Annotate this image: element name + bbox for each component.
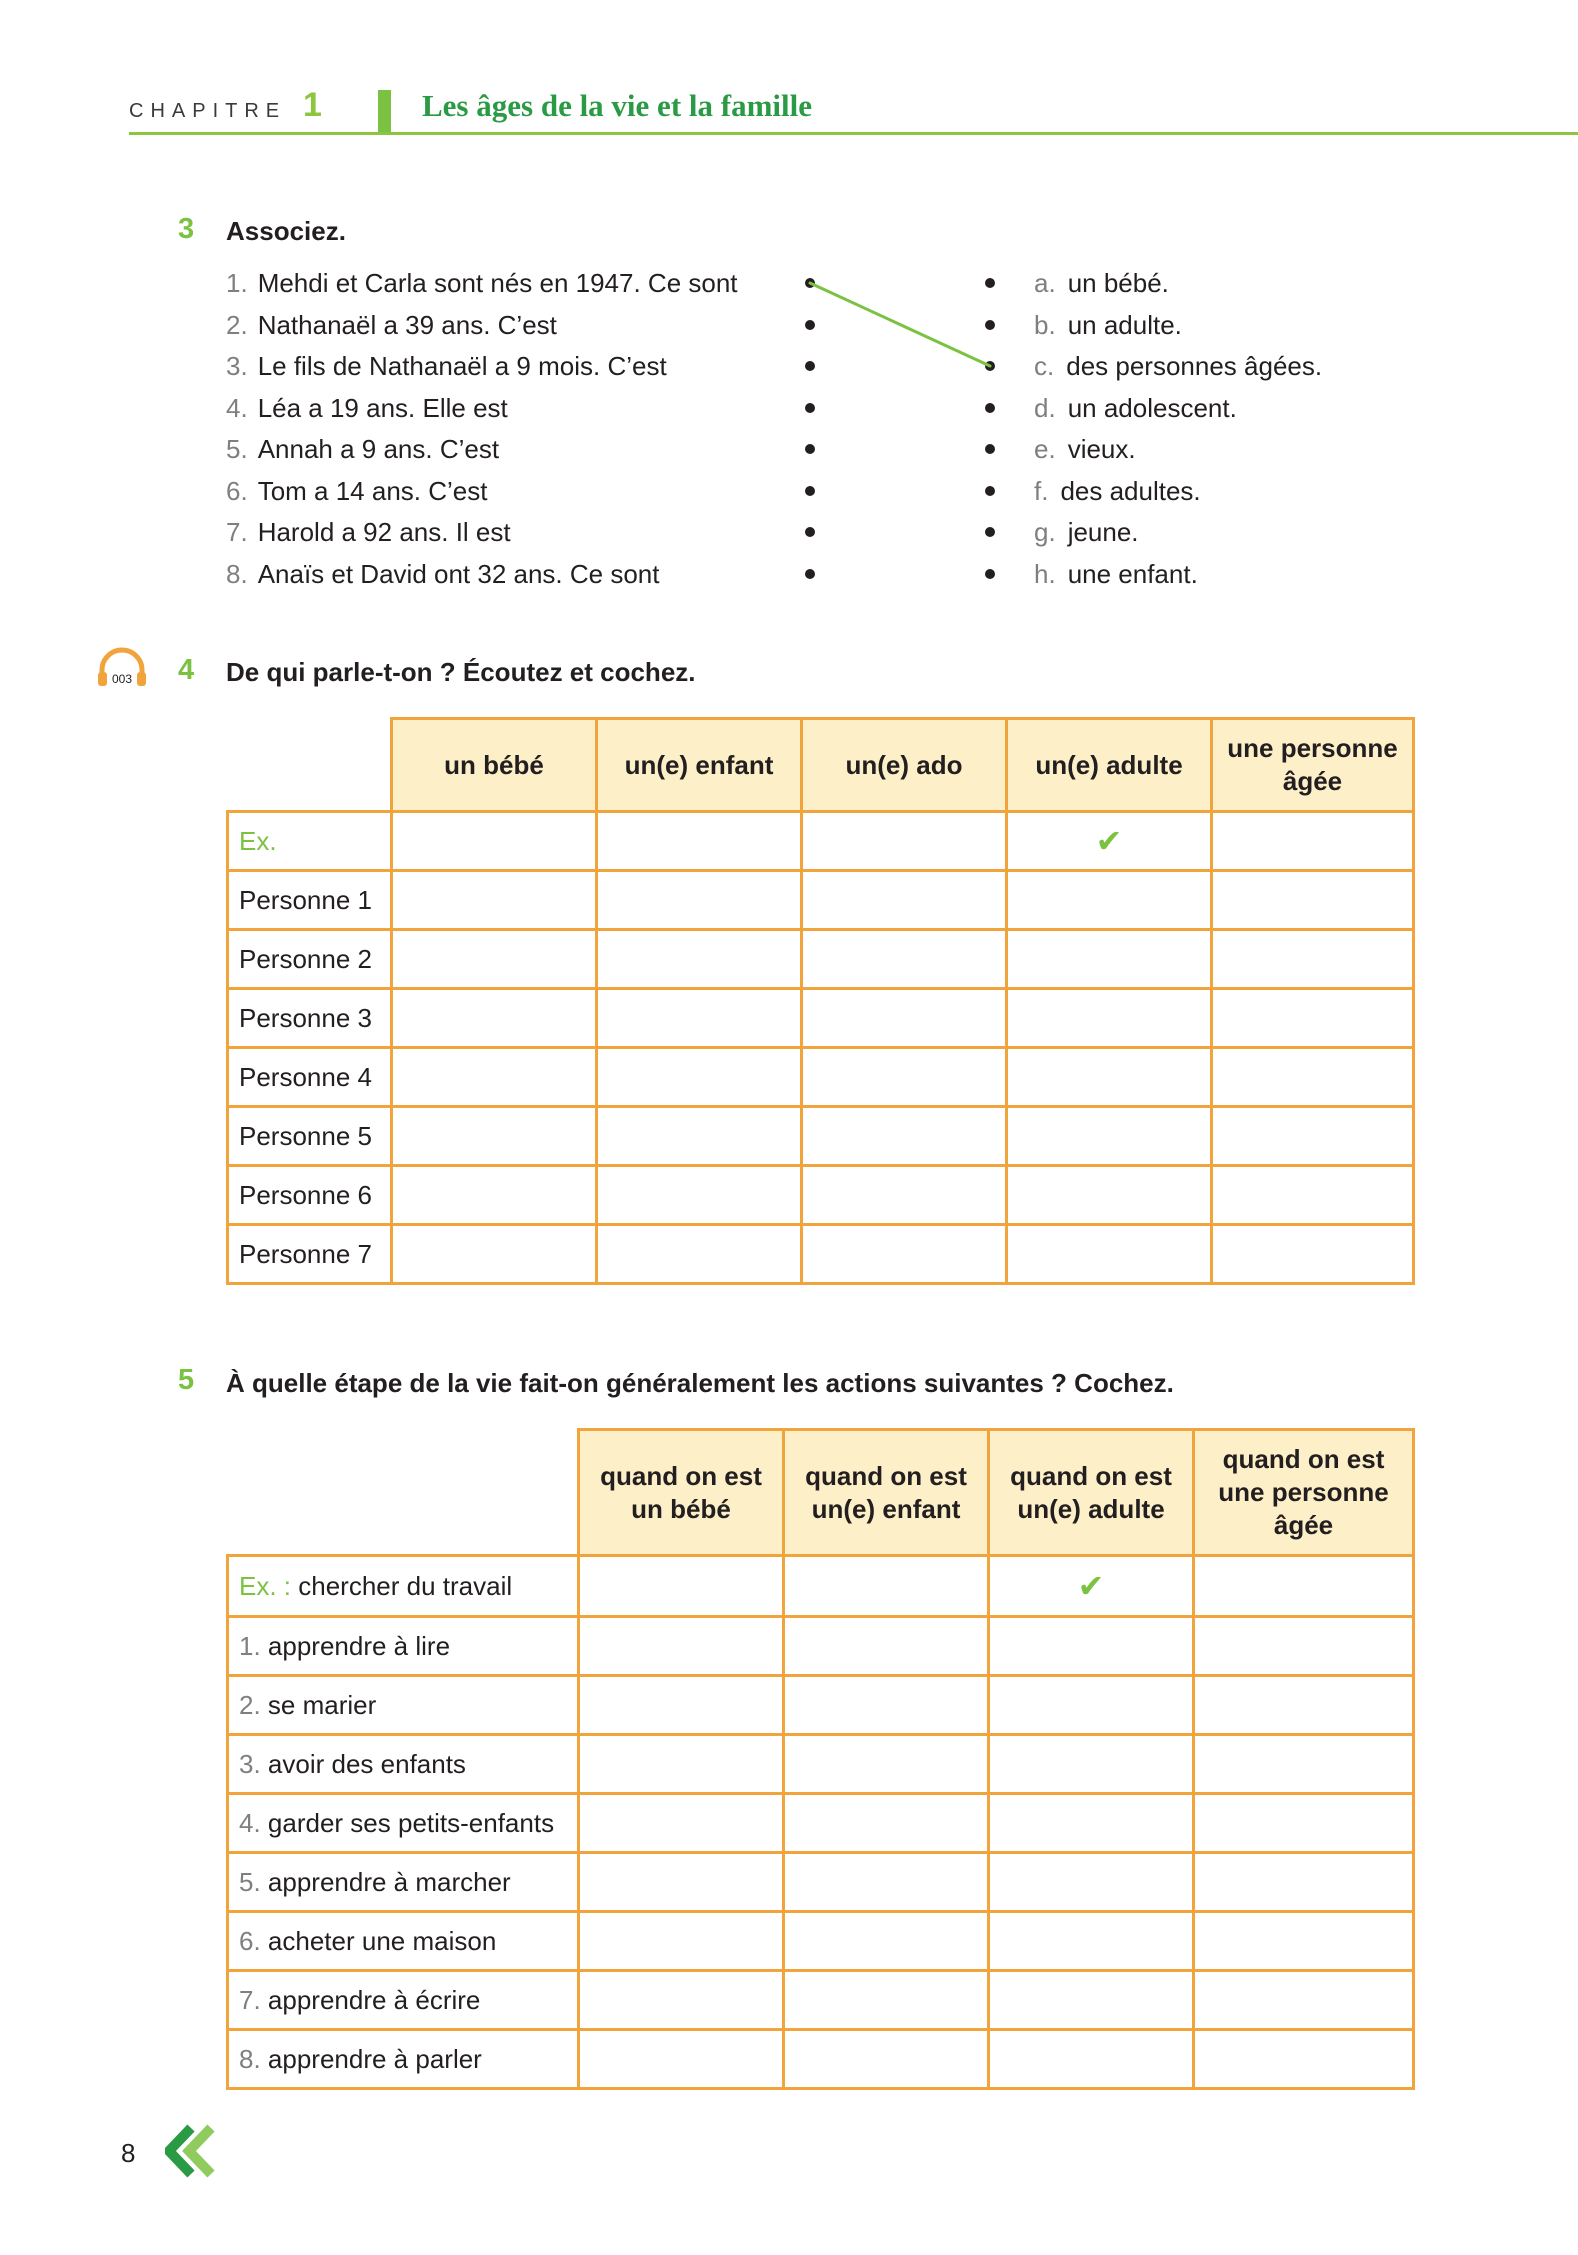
check-cell[interactable] [784, 1971, 989, 2030]
table-header-row [228, 719, 1414, 812]
checkmark-icon: ✔ [1077, 1568, 1105, 1604]
item-text: une enfant. [1067, 558, 1198, 589]
matching-dot-left[interactable] [805, 278, 815, 288]
check-cell[interactable] [597, 930, 802, 989]
check-cell [802, 812, 1007, 871]
row-label: Personne 4 [228, 1048, 392, 1107]
item-text: Annah a 9 ans. C’est [257, 434, 500, 464]
check-cell[interactable] [784, 1794, 989, 1853]
check-cell[interactable] [1007, 1107, 1212, 1166]
check-cell[interactable] [784, 1853, 989, 1912]
check-cell[interactable] [579, 2030, 784, 2089]
row-label: Personne 5 [228, 1107, 392, 1166]
exercise-5-number: 5 [178, 1364, 195, 1396]
item-text: vieux. [1067, 434, 1136, 464]
matching-dot-right[interactable] [985, 527, 995, 537]
check-cell[interactable] [1194, 1794, 1414, 1853]
row-label: Personne 3 [228, 989, 392, 1048]
headphones-icon [96, 646, 148, 688]
check-cell[interactable] [1007, 930, 1212, 989]
row-text: garder ses petits-enfants [267, 1807, 555, 1838]
matching-right-item [1034, 428, 1136, 470]
check-cell [597, 812, 802, 871]
check-cell[interactable] [597, 1048, 802, 1107]
matching-right-item [1034, 345, 1322, 387]
table-row [228, 930, 1414, 989]
check-cell[interactable] [1194, 1676, 1414, 1735]
column-header: quand on est un bébé [579, 1430, 784, 1556]
matching-dot-left[interactable] [805, 486, 815, 496]
matching-right-item [1034, 304, 1182, 346]
table-row [228, 1971, 1414, 2030]
matching-dot-right[interactable] [985, 569, 995, 579]
check-cell[interactable] [1212, 1166, 1414, 1225]
check-cell[interactable] [1194, 1735, 1414, 1794]
matching-right-item [1034, 553, 1198, 595]
row-label [228, 1971, 579, 2030]
check-cell[interactable] [989, 1853, 1194, 1912]
chapter-title: Les âges de la vie et la famille [422, 88, 812, 123]
table-row [228, 1617, 1414, 1676]
column-header: quand on est un(e) enfant [784, 1430, 989, 1556]
table-row [228, 1676, 1414, 1735]
item-number: 8. [226, 558, 248, 589]
example-row [228, 812, 1414, 871]
table-row [228, 1166, 1414, 1225]
matching-right-item [1034, 262, 1169, 304]
check-cell[interactable] [989, 1912, 1194, 1971]
matching-left-item [226, 262, 738, 304]
matching-dot-right[interactable] [985, 486, 995, 496]
matching-dot-left[interactable] [805, 569, 815, 579]
check-cell [579, 1556, 784, 1617]
exercise-4-table [226, 717, 1415, 1285]
column-header: un bébé [392, 719, 597, 812]
item-text: Harold a 92 ans. Il est [257, 517, 511, 547]
item-letter: c. [1034, 351, 1055, 381]
row-number: 3. [239, 1748, 261, 1779]
check-cell[interactable] [597, 1166, 802, 1225]
check-cell[interactable] [989, 2030, 1194, 2089]
table-row [228, 871, 1414, 930]
check-cell[interactable] [802, 1107, 1007, 1166]
check-cell[interactable] [784, 1735, 989, 1794]
check-cell[interactable] [392, 1225, 597, 1284]
row-number: 7. [239, 1984, 261, 2015]
example-tag: Ex. : [239, 1570, 292, 1601]
check-cell[interactable] [1007, 871, 1212, 930]
check-cell [1007, 812, 1212, 871]
row-label: Personne 2 [228, 930, 392, 989]
check-cell[interactable] [802, 930, 1007, 989]
example-text: chercher du travail [298, 1570, 513, 1601]
check-cell[interactable] [1007, 1225, 1212, 1284]
table-row [228, 1225, 1414, 1284]
table-row [228, 1735, 1414, 1794]
item-letter: g. [1034, 517, 1056, 547]
row-number: 2. [239, 1689, 261, 1720]
matching-left-item [226, 304, 557, 346]
matching-left-item [226, 345, 667, 387]
check-cell[interactable] [579, 1853, 784, 1912]
check-cell[interactable] [579, 1617, 784, 1676]
item-text: Léa a 19 ans. Elle est [257, 392, 508, 423]
exercise-4-number: 4 [178, 654, 195, 686]
check-cell[interactable] [1194, 1971, 1414, 2030]
check-cell[interactable] [392, 1107, 597, 1166]
matching-right-item [1034, 470, 1201, 512]
item-number: 3. [226, 351, 248, 381]
matching-dot-right[interactable] [985, 403, 995, 413]
item-letter: a. [1034, 268, 1056, 298]
matching-left-item [226, 470, 487, 512]
check-cell[interactable] [784, 1617, 989, 1676]
column-header: une personne âgée [1212, 719, 1414, 812]
row-text: acheter une maison [267, 1925, 497, 1956]
header-accent-bar [378, 90, 391, 134]
example-row [228, 1556, 1414, 1617]
matching-left-item [226, 553, 659, 595]
table-row [228, 1853, 1414, 1912]
item-text: Anaïs et David ont 32 ans. Ce sont [257, 558, 660, 589]
check-cell[interactable] [1194, 2030, 1414, 2089]
matching-dot-right[interactable] [985, 320, 995, 330]
matching-left-item [226, 428, 499, 470]
row-label [228, 1912, 579, 1971]
item-number: 7. [226, 517, 248, 547]
example-label: Ex. [228, 812, 392, 871]
check-cell[interactable] [989, 1794, 1194, 1853]
table-row [228, 1107, 1414, 1166]
check-cell[interactable] [579, 1971, 784, 2030]
check-cell[interactable] [802, 1166, 1007, 1225]
chapter-label: CHAPITRE [129, 100, 287, 122]
row-label: Personne 7 [228, 1225, 392, 1284]
header-rule [129, 132, 1578, 135]
check-cell[interactable] [597, 871, 802, 930]
check-cell[interactable] [392, 871, 597, 930]
item-text: un adulte. [1067, 309, 1182, 340]
item-number: 5. [226, 434, 248, 464]
row-label [228, 2030, 579, 2089]
check-cell[interactable] [392, 989, 597, 1048]
example-match-line [810, 283, 990, 366]
row-number: 4. [239, 1807, 261, 1838]
table-corner [228, 719, 392, 812]
row-number: 5. [239, 1866, 261, 1897]
check-cell[interactable] [1212, 1107, 1414, 1166]
check-cell[interactable] [1212, 871, 1414, 930]
check-cell[interactable] [802, 989, 1007, 1048]
row-number: 6. [239, 1925, 261, 1956]
check-cell[interactable] [1194, 1912, 1414, 1971]
row-label: Personne 6 [228, 1166, 392, 1225]
item-text: Le fils de Nathanaël a 9 mois. C’est [257, 351, 667, 381]
check-cell[interactable] [1194, 1617, 1414, 1676]
matching-left-item [226, 511, 511, 553]
row-label [228, 1794, 579, 1853]
matching-dot-right[interactable] [985, 278, 995, 288]
row-label [228, 1735, 579, 1794]
matching-dot-left[interactable] [805, 403, 815, 413]
table-row [228, 1048, 1414, 1107]
check-cell[interactable] [784, 2030, 989, 2089]
check-cell[interactable] [597, 989, 802, 1048]
check-cell[interactable] [802, 871, 1007, 930]
row-label [228, 1676, 579, 1735]
check-cell[interactable] [579, 1794, 784, 1853]
check-cell[interactable] [1007, 1048, 1212, 1107]
check-cell[interactable] [1212, 1048, 1414, 1107]
row-label [228, 1853, 579, 1912]
item-letter: b. [1034, 309, 1056, 340]
row-text: apprendre à lire [267, 1630, 451, 1661]
column-header: un(e) adulte [1007, 719, 1212, 812]
check-cell[interactable] [579, 1735, 784, 1794]
checkmark-icon: ✔ [1095, 823, 1123, 859]
column-header: quand on est un(e) adulte [989, 1430, 1194, 1556]
exercise-3-title: Associez. [226, 216, 346, 246]
check-cell[interactable] [579, 1676, 784, 1735]
check-cell[interactable] [802, 1225, 1007, 1284]
exercise-3-number: 3 [178, 213, 195, 245]
row-text: apprendre à écrire [267, 1984, 481, 2015]
item-number: 6. [226, 475, 248, 506]
item-text: des adultes. [1060, 475, 1201, 506]
check-cell[interactable] [989, 1617, 1194, 1676]
row-number: 1. [239, 1630, 261, 1661]
check-cell [1194, 1556, 1414, 1617]
check-cell[interactable] [392, 1048, 597, 1107]
check-cell[interactable] [802, 1048, 1007, 1107]
column-header: quand on est une personne âgée [1194, 1430, 1414, 1556]
page-number: 8 [121, 2138, 136, 2168]
table-row [228, 1794, 1414, 1853]
item-letter: d. [1034, 392, 1056, 423]
table-row [228, 989, 1414, 1048]
matching-left-item [226, 387, 508, 429]
check-cell[interactable] [1007, 1166, 1212, 1225]
matching-dot-left[interactable] [805, 361, 815, 371]
item-text: Mehdi et Carla sont nés en 1947. Ce sont [257, 268, 738, 298]
matching-right-item [1034, 511, 1139, 553]
check-cell[interactable] [579, 1912, 784, 1971]
check-cell [989, 1556, 1194, 1617]
chapter-number: 1 [303, 86, 322, 124]
table-corner [228, 1430, 579, 1556]
check-cell [1212, 812, 1414, 871]
check-cell [392, 812, 597, 871]
audio-track-number: 003 [111, 672, 133, 686]
matching-dot-left[interactable] [805, 527, 815, 537]
check-cell[interactable] [392, 1166, 597, 1225]
row-text: apprendre à parler [267, 2043, 482, 2074]
matching-dot-right[interactable] [985, 361, 995, 371]
row-text: apprendre à marcher [267, 1866, 511, 1897]
table-header-row [228, 1430, 1414, 1556]
row-text: se marier [267, 1689, 377, 1720]
example-label [228, 1556, 579, 1617]
item-letter: e. [1034, 434, 1056, 464]
row-label: Personne 1 [228, 871, 392, 930]
item-text: un adolescent. [1067, 392, 1237, 423]
column-header: un(e) enfant [597, 719, 802, 812]
item-text: un bébé. [1067, 268, 1169, 298]
check-cell[interactable] [1212, 930, 1414, 989]
item-letter: f. [1034, 475, 1049, 506]
column-header: un(e) ado [802, 719, 1007, 812]
table-row [228, 1912, 1414, 1971]
row-number: 8. [239, 2043, 261, 2074]
check-cell[interactable] [989, 1735, 1194, 1794]
item-number: 1. [226, 268, 248, 298]
row-text: avoir des enfants [267, 1748, 466, 1779]
check-cell[interactable] [989, 1676, 1194, 1735]
double-chevron-left-icon [165, 2124, 217, 2178]
check-cell[interactable] [1212, 989, 1414, 1048]
check-cell[interactable] [392, 930, 597, 989]
matching-dot-left[interactable] [805, 444, 815, 454]
check-cell[interactable] [597, 1107, 802, 1166]
check-cell[interactable] [989, 1971, 1194, 2030]
matching-dot-right[interactable] [985, 444, 995, 454]
check-cell[interactable] [597, 1225, 802, 1284]
item-number: 2. [226, 309, 248, 340]
exercise-4-title: De qui parle-t-on ? Écoutez et cochez. [226, 657, 696, 687]
check-cell[interactable] [784, 1676, 989, 1735]
exercise-5-table [226, 1428, 1415, 2090]
row-label [228, 1617, 579, 1676]
item-letter: h. [1034, 558, 1056, 589]
item-number: 4. [226, 392, 248, 423]
matching-dot-left[interactable] [805, 320, 815, 330]
check-cell[interactable] [1194, 1853, 1414, 1912]
matching-right-item [1034, 387, 1237, 429]
check-cell[interactable] [1007, 989, 1212, 1048]
exercise-5-title: À quelle étape de la vie fait-on généralement les actions suivantes ? Cochez. [226, 1368, 1174, 1398]
check-cell[interactable] [1212, 1225, 1414, 1284]
item-text: Tom a 14 ans. C’est [257, 475, 488, 506]
item-text: des personnes âgées. [1066, 351, 1323, 381]
item-text: Nathanaël a 39 ans. C’est [257, 309, 557, 340]
item-text: jeune. [1067, 517, 1139, 547]
check-cell[interactable] [784, 1912, 989, 1971]
check-cell [784, 1556, 989, 1617]
table-row [228, 2030, 1414, 2089]
